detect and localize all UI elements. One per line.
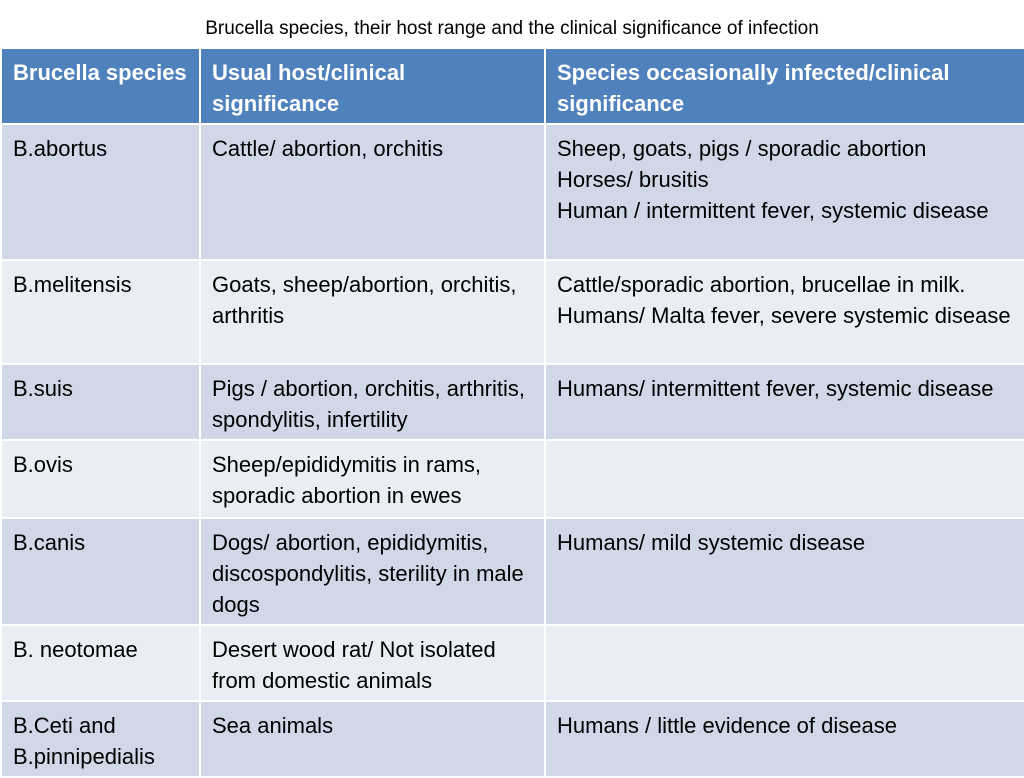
header-species: Brucella species (1, 48, 200, 124)
occasional-cell (545, 701, 1024, 777)
table-row (1, 124, 1024, 260)
usual-host-cell: Goats, sheep/abortion, orchitis, arthritis (200, 260, 545, 364)
occasional-line: Horses/ brusitis (557, 167, 709, 192)
usual-host-cell: Dogs/ abortion, epididymitis, discospondylitis, sterility in male dogs (200, 518, 545, 625)
table-row (1, 260, 1024, 364)
occasional-line: Humans/ mild systemic disease (557, 530, 866, 555)
usual-host-cell: Sheep/epididymitis in rams, sporadic abortion in ewes (200, 440, 545, 518)
usual-host-cell: Pigs / abortion, orchitis, arthritis, spondylitis, infertility (200, 364, 545, 440)
occasional-cell (545, 124, 1024, 260)
species-cell: B.canis (1, 518, 200, 625)
species-cell: B.suis (1, 364, 200, 440)
header-usual-host: Usual host/clinical significance (200, 48, 545, 124)
slide-title: Brucella species, their host range and the clinical significance of infection (205, 18, 819, 39)
occasional-cell (545, 518, 1024, 625)
table-row (1, 440, 1024, 518)
table-row (1, 518, 1024, 625)
occasional-cell (545, 625, 1024, 701)
usual-host-cell: Desert wood rat/ Not isolated from domestic animals (200, 625, 545, 701)
table-header-row (1, 48, 1024, 124)
occasional-cell (545, 440, 1024, 518)
table-row (1, 701, 1024, 777)
table-row (1, 364, 1024, 440)
usual-host-cell: Cattle/ abortion, orchitis (200, 124, 545, 260)
occasional-cell (545, 364, 1024, 440)
table-row (1, 625, 1024, 701)
occasional-cell (545, 260, 1024, 364)
occasional-line: Cattle/sporadic abortion, brucellae in milk. (557, 272, 966, 297)
species-cell: B.melitensis (1, 260, 200, 364)
header-occasional: Species occasionally infected/clinical significance (545, 48, 1024, 124)
usual-host-cell: Sea animals (200, 701, 545, 777)
species-cell: B.Ceti and B.pinnipedialis (1, 701, 200, 777)
occasional-line: Human / intermittent fever, systemic disease (557, 198, 989, 223)
species-cell: B. neotomae (1, 625, 200, 701)
brucella-table (0, 47, 1024, 778)
occasional-line: Humans / little evidence of disease (557, 713, 897, 738)
occasional-line: Humans/ Malta fever, severe systemic disease (557, 303, 1011, 328)
occasional-line: Humans/ intermittent fever, systemic disease (557, 376, 994, 401)
species-cell: B.abortus (1, 124, 200, 260)
species-cell: B.ovis (1, 440, 200, 518)
occasional-line: Sheep, goats, pigs / sporadic abortion (557, 136, 927, 161)
